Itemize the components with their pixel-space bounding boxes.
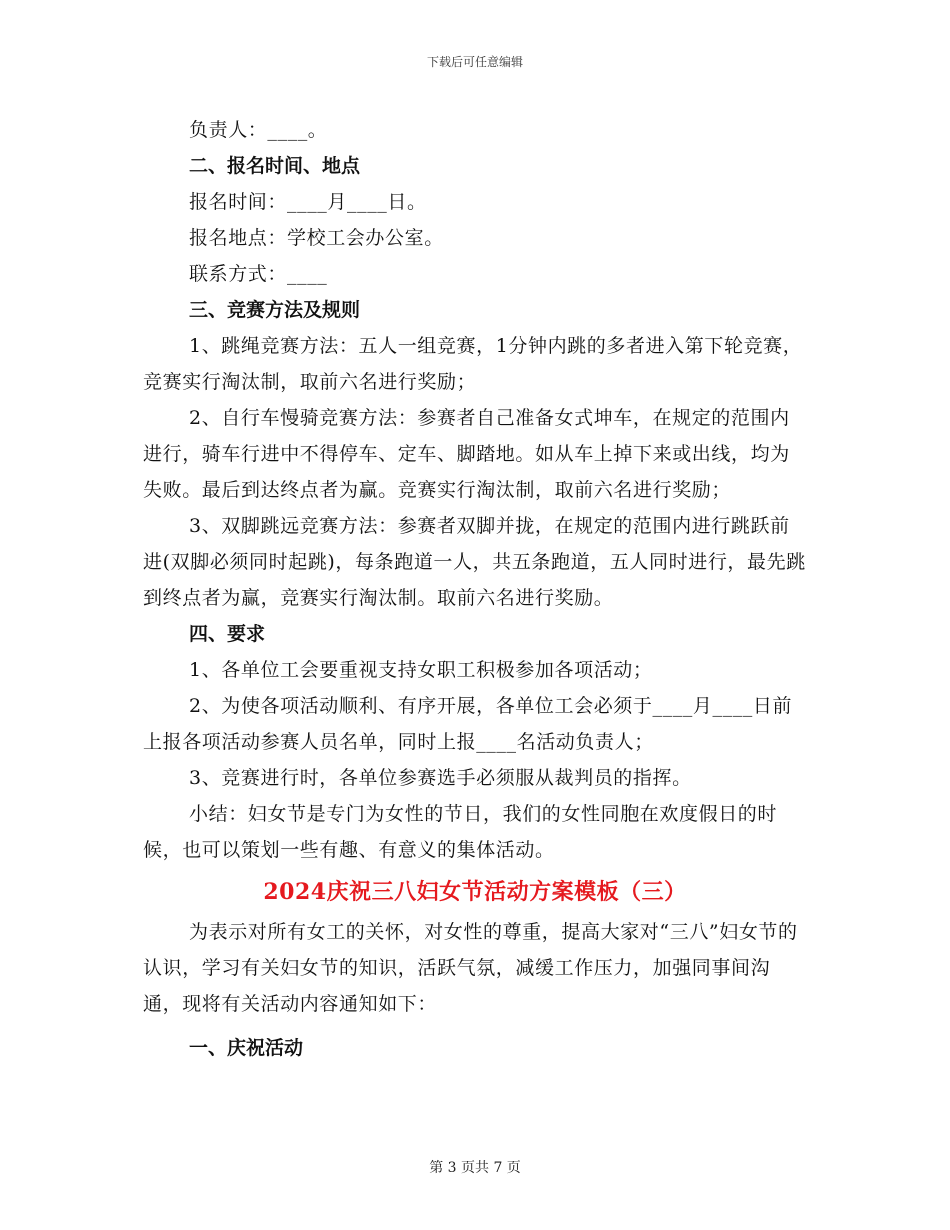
requirement-2: 2、为使各项活动顺利、有序开展，各单位工会必须于____月____日前上报各项活动参赛人员名单，同时上报____名活动负责人； [143, 695, 793, 753]
page-number: 第 3 页共 7 页 [429, 1160, 521, 1176]
registration-place-line: 报名地点：学校工会办公室。 [189, 227, 444, 249]
section-heading-requirements: 四、要求 [189, 623, 266, 645]
responsible-person-line: 负责人：____。 [189, 119, 328, 141]
section-heading-registration: 二、报名时间、地点 [189, 155, 361, 177]
section-heading-rules: 三、竞赛方法及规则 [189, 299, 361, 321]
document-body [143, 112, 807, 1066]
requirement-3: 3、竞赛进行时，各单位参赛选手必须服从裁判员的指挥。 [189, 767, 692, 789]
summary-paragraph: 小结：妇女节是专门为女性的节日，我们的女性同胞在欢度假日的时候，也可以策划一些有趣、有意义的集体活动。 [143, 803, 778, 861]
rule-long-jump: 3、双脚跳远竞赛方法：参赛者双脚并拢，在规定的范围内进行跳跃前进(双脚必须同时起跳)，每条跑道一人，共五条跑道，五人同时进行，最先跳到终点者为赢，竞赛实行淘汰制。取前六名进行奖励。 [143, 515, 806, 609]
header-note: 下载后可任意编辑 [426, 55, 523, 69]
rule-slow-bike: 2、自行车慢骑竞赛方法：参赛者自己准备女式坤车，在规定的范围内进行，骑车行进中不得停车、定车、脚踏地。如从车上掉下来或出线，均为失败。最后到达终点者为赢。竞赛实行淘汰制，取前六名进行奖励； [143, 407, 790, 501]
registration-time-line: 报名时间：____月____日。 [189, 191, 427, 213]
intro-paragraph: 为表示对所有女工的关怀，对女性的尊重，提高大家对“三八”妇女节的认识，学习有关妇女节的知识，活跃气氛，减缓工作压力，加强同事间沟通，现将有关活动内容通知如下： [143, 921, 798, 1015]
document-title: 2024庆祝三八妇女节活动方案模板（三） [263, 879, 687, 905]
section-heading-celebration: 一、庆祝活动 [189, 1037, 304, 1059]
contact-line: 联系方式：____ [189, 263, 328, 285]
rule-jump-rope: 1、跳绳竞赛方法：五人一组竞赛，1分钟内跳的多者进入第下轮竞赛，竞赛实行淘汰制，取前六名进行奖励； [143, 335, 803, 393]
requirement-1: 1、各单位工会要重视支持女职工积极参加各项活动； [189, 659, 653, 681]
